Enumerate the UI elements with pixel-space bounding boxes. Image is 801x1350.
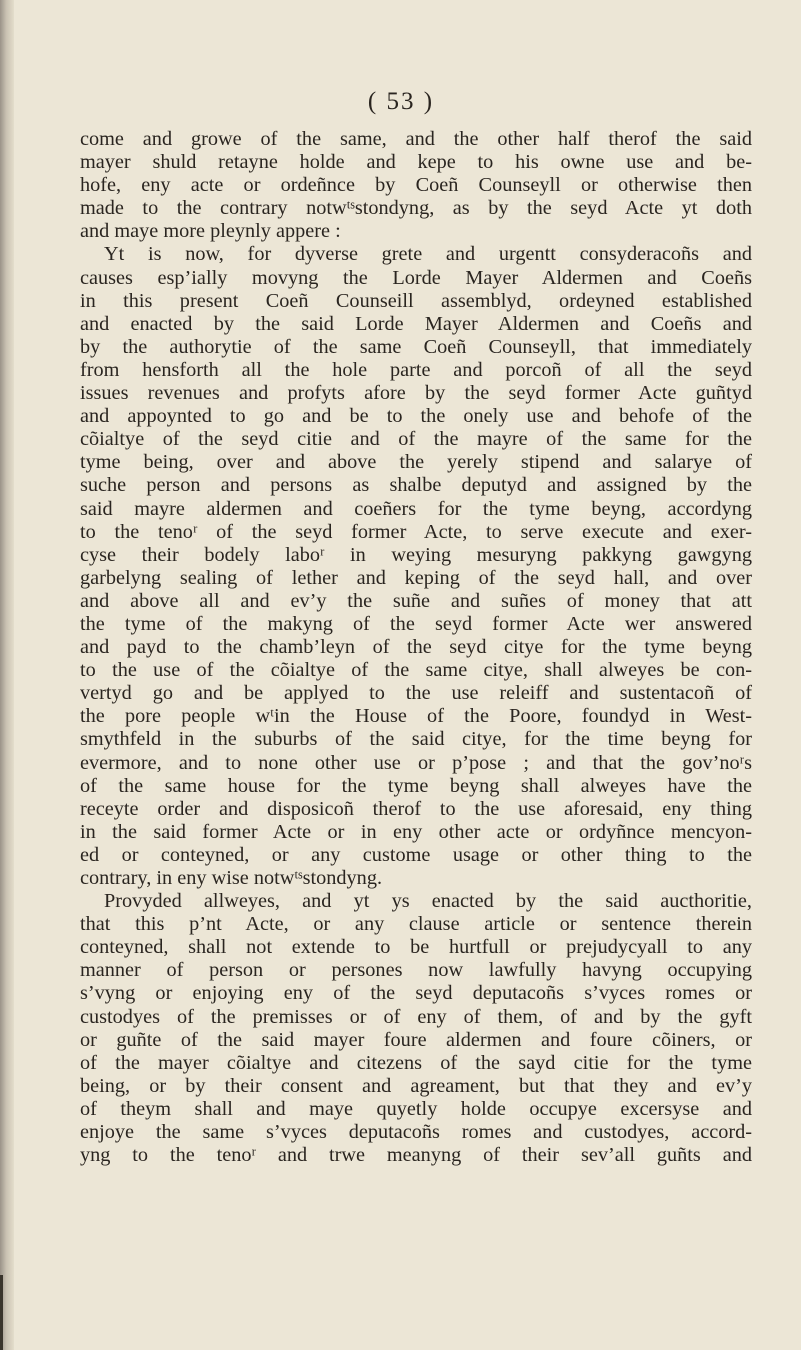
- text-line: cyse their bodely laboʳ in weying mesuryng pakkyng gawgyng: [80, 543, 752, 566]
- text-line: and payd to the chamb’leyn of the seyd citye for the tyme beyng: [80, 636, 752, 659]
- text-line: the pore people wᵗin the House of the Poore, foundyd in West-: [80, 705, 752, 728]
- text-line: custodyes of the premisses or of eny of them, of and by the gyft: [80, 1005, 752, 1028]
- text-line: manner of person or persones now lawfully havyng occupying: [80, 959, 752, 982]
- text-line: Provyded allweyes, and yt ys enacted by the said aucthoritie,: [104, 890, 752, 913]
- text-line: of the mayer cõialtye and citezens of the sayd citie for the tyme: [80, 1051, 752, 1074]
- text-line: by the authorytie of the same Coeñ Counseyll, that immediately: [80, 335, 752, 358]
- text-line: of the same house for the tyme beyng shall alweyes have the: [80, 774, 752, 797]
- text-line: enjoye the same s’vyces deputacoñs romes and custodyes, accord-: [80, 1121, 752, 1144]
- text-line: vertyd go and be applyed to the use releiff and sustentacoñ of: [80, 682, 752, 705]
- text-line: mayer shuld retayne holde and kepe to his owne use and be-: [80, 151, 752, 174]
- text-line: the tyme of the makyng of the seyd former Acte wer answered: [80, 612, 752, 635]
- text-line: and maye more pleynly appere :: [80, 220, 341, 243]
- text-line: or guñte of the said mayer foure aldermen and foure cõiners, or: [80, 1028, 752, 1051]
- text-line: s’vyng or enjoying eny of the seyd deputacoñs s’vyces romes or: [80, 982, 752, 1005]
- text-line: Yt is now, for dyverse grete and urgentt consyderacoñs and: [104, 243, 752, 266]
- text-line: yng to the tenoʳ and trwe meanyng of their sev’all guñts and: [80, 1144, 752, 1167]
- text-line: in the said former Acte or in eny other acte or ordyñnce mencyon-: [80, 820, 752, 843]
- text-line: garbelyng sealing of lether and keping of the seyd hall, and over: [80, 566, 752, 589]
- text-line: conteyned, shall not extende to be hurtfull or prejudycyall to any: [80, 936, 752, 959]
- text-line: and appoynted to go and be to the onely use and behofe of the: [80, 405, 752, 428]
- text-line: ed or conteyned, or any custome usage or other thing to the: [80, 843, 752, 866]
- text-line: being, or by their consent and agreament, but that they and ev’y: [80, 1074, 752, 1097]
- text-line: suche person and persons as shalbe deputyd and assigned by the: [80, 474, 752, 497]
- book-spine-shadow: [0, 0, 14, 1350]
- text-line: hofe, eny acte or ordeñnce by Coeñ Counseyll or otherwise then: [80, 174, 752, 197]
- text-line: evermore, and to none other use or p’pose ; and that the gov’noʳs: [80, 751, 752, 774]
- text-line: tyme being, over and above the yerely stipend and salarye of: [80, 451, 752, 474]
- text-line: causes esp’ially movyng the Lorde Mayer Aldermen and Coeñs: [80, 266, 752, 289]
- text-line: contrary, in eny wise notwᵗˢstondyng.: [80, 867, 383, 889]
- text-line: smythfeld in the suburbs of the said citye, for the time beyng for: [80, 728, 752, 751]
- text-line: of theym shall and maye quyetly holde occupye excersyse and: [80, 1097, 752, 1120]
- document-page: [80, 0, 752, 1350]
- text-line: from hensforth all the hole parte and porcoñ of all the seyd: [80, 358, 752, 381]
- text-line: receyte order and disposicoñ therof to the use aforesaid, eny thing: [80, 797, 752, 820]
- text-line: made to the contrary notwᵗˢstondyng, as by the seyd Acte yt doth: [80, 197, 752, 220]
- text-line: and enacted by the said Lorde Mayer Aldermen and Coeñs and: [80, 312, 752, 335]
- text-line: in this present Coeñ Counseill assemblyd, ordeyned established: [80, 289, 752, 312]
- body-text: [80, 128, 752, 1167]
- page-edge: [0, 1275, 3, 1350]
- text-line: cõialtye of the seyd citie and of the mayre of the same for the: [80, 428, 752, 451]
- text-line: to the use of the cõialtye of the same citye, shall alweyes be con-: [80, 659, 752, 682]
- text-line: issues revenues and profyts afore by the seyd former Acte guñtyd: [80, 382, 752, 405]
- text-line: come and growe of the same, and the other half therof the said: [80, 128, 752, 150]
- text-line: said mayre aldermen and coeñers for the tyme beyng, accordyng: [80, 497, 752, 520]
- page-number: ( 53 ): [367, 88, 435, 115]
- text-line: that this p’nt Acte, or any clause article or sentence therein: [80, 913, 752, 936]
- text-line: to the tenoʳ of the seyd former Acte, to serve execute and exer-: [80, 520, 752, 543]
- text-line: and above all and ev’y the suñe and suñes of money that att: [80, 589, 752, 612]
